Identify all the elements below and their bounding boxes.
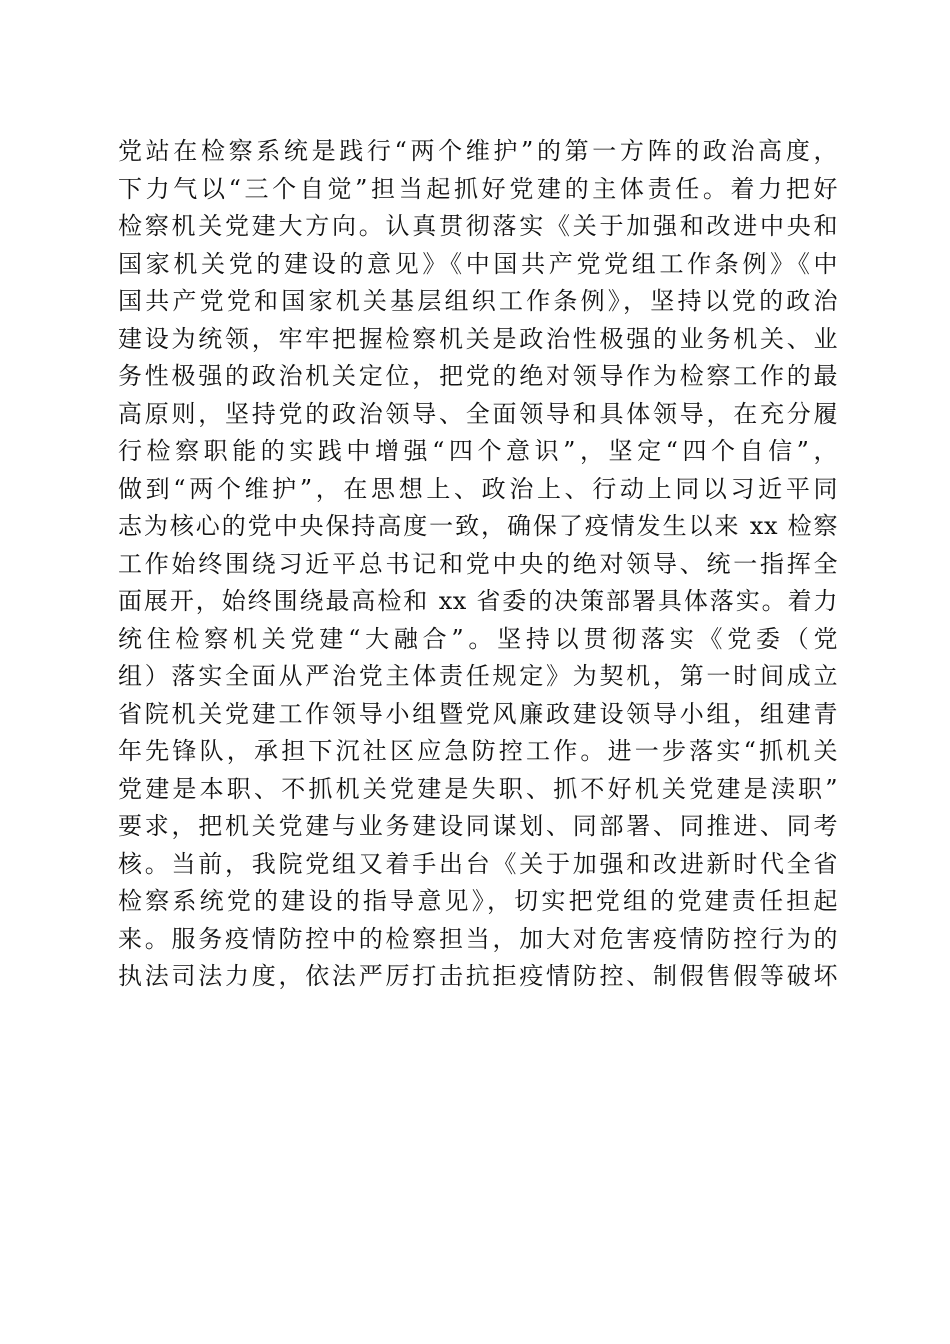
text-line: 执法司法力度，依法严厉打击抗拒疫情防控、制假售假等破坏 [118,962,838,990]
text-line: 来。服务疫情防控中的检察担当，加大对危害疫情防控行为的 [118,924,838,953]
text-line: 要求，把机关党建与业务建设同谋划、同部署、同推进、同考 [118,812,838,840]
text-line: 党站在检察系统是践行“两个维护”的第一方阵的政治高度， [118,137,838,165]
text-line: 党建是本职、不抓机关党建是失职、抓不好机关党建是渎职” [118,774,838,803]
text-line: 国共产党党和国家机关基层组织工作条例》，坚持以党的政治 [118,287,838,315]
text-line: 核。当前，我院党组又着手出台《关于加强和改进新时代全省 [118,849,838,878]
text-line: 国家机关党的建设的意见》《中国共产党党组工作条例》《中 [118,249,838,278]
text-line: 工作始终围绕习近平总书记和党中央的绝对领导、统一指挥全 [118,549,838,578]
text-line: 检察系统党的建设的指导意见》，切实把党组的党建责任担起 [118,887,838,915]
text-line: 务性极强的政治机关定位，把党的绝对领导作为检察工作的最 [118,362,838,390]
text-line: 建设为统领，牢牢把握检察机关是政治性极强的业务机关、业 [118,324,838,353]
text-line: 志为核心的党中央保持高度一致，确保了疫情发生以来 xx 检察 [118,512,838,540]
text-line: 行检察职能的实践中增强“四个意识”，坚定“四个自信”， [118,437,838,465]
text-line: 面展开，始终围绕最高检和 xx 省委的决策部署具体落实。着力 [118,587,838,615]
text-line: 检察机关党建大方向。认真贯彻落实《关于加强和改进中央和 [118,212,838,240]
body-paragraph [118,133,838,996]
text-line: 组）落实全面从严治党主体责任规定》为契机，第一时间成立 [118,662,838,690]
text-line: 省院机关党建工作领导小组暨党风廉政建设领导小组，组建青 [118,699,838,728]
text-line: 年先锋队，承担下沉社区应急防控工作。进一步落实“抓机关 [118,737,838,765]
text-line: 做到“两个维护”，在思想上、政治上、行动上同以习近平同 [118,474,838,503]
text-line: 下力气以“三个自觉”担当起抓好党建的主体责任。着力把好 [118,174,838,203]
text-line: 统住检察机关党建“大融合”。坚持以贯彻落实《党委（党 [118,624,838,653]
text-line: 高原则，坚持党的政治领导、全面领导和具体领导，在充分履 [118,399,838,428]
